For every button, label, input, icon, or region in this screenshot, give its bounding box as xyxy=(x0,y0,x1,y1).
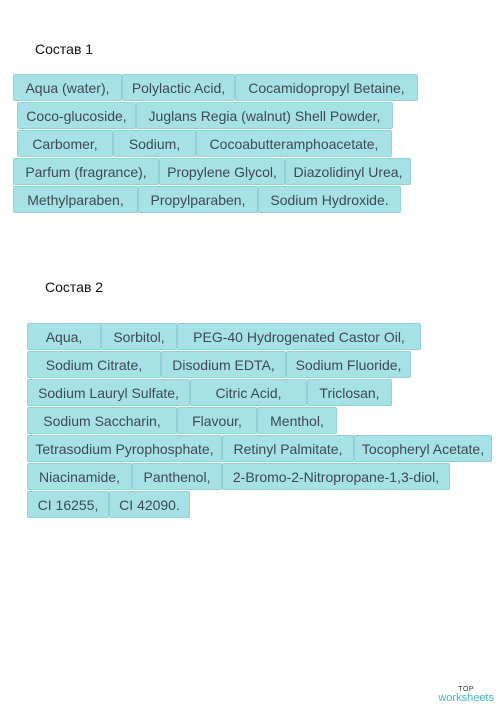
ingredient-tag[interactable]: Diazolidinyl Urea, xyxy=(285,158,411,185)
ingredient-tag[interactable]: Sorbitol, xyxy=(101,323,177,350)
ingredient-tag[interactable]: Menthol, xyxy=(257,407,337,434)
ingredient-tag[interactable]: CI 16255, xyxy=(27,491,109,518)
ingredient-tag[interactable]: Sodium, xyxy=(113,130,196,157)
ingredient-tag[interactable]: CI 42090. xyxy=(109,491,190,518)
ingredient-tag[interactable]: Sodium Hydroxide. xyxy=(258,186,401,213)
ingredient-tag[interactable]: Juglans Regia (walnut) Shell Powder, xyxy=(136,102,393,129)
ingredient-tag[interactable]: Niacinamide, xyxy=(27,463,132,490)
ingredient-tag[interactable]: Sodium Fluoride, xyxy=(286,351,411,378)
section-2-title: Состав 2 xyxy=(45,279,104,295)
ingredient-tag[interactable]: Cocamidopropyl Betaine, xyxy=(235,74,418,101)
ingredient-tag[interactable]: Parfum (fragrance), xyxy=(13,158,159,185)
ingredient-tag[interactable]: Cocoabutteramphoacetate, xyxy=(196,130,392,157)
ingredient-tag[interactable]: Polylactic Acid, xyxy=(122,74,235,101)
ingredient-tag[interactable]: Propylparaben, xyxy=(138,186,258,213)
ingredient-tag[interactable]: Carbomer, xyxy=(17,130,113,157)
ingredient-tag[interactable]: Retinyl Palmitate, xyxy=(222,435,354,462)
ingredient-tag[interactable]: Coco-glucoside, xyxy=(17,102,136,129)
ingredient-tag[interactable]: 2-Bromo-2-Nitropropane-1,3-diol, xyxy=(222,463,450,490)
ingredient-tag[interactable]: Tetrasodium Pyrophosphate, xyxy=(27,435,222,462)
ingredient-tag[interactable]: Aqua, xyxy=(27,323,101,350)
ingredient-tag[interactable]: Sodium Lauryl Sulfate, xyxy=(27,379,190,406)
ingredient-tag[interactable]: Sodium Citrate, xyxy=(27,351,161,378)
brand-logo-name: worksheets xyxy=(438,692,494,704)
ingredient-tag[interactable]: Methylparaben, xyxy=(13,186,138,213)
ingredient-tag[interactable]: PEG-40 Hydrogenated Castor Oil, xyxy=(177,323,421,350)
ingredient-tag[interactable]: Citric Acid, xyxy=(190,379,307,406)
ingredient-tag[interactable]: Disodium EDTA, xyxy=(161,351,286,378)
ingredient-tag[interactable]: Triclosan, xyxy=(307,379,392,406)
ingredient-tag[interactable]: Propylene Glycol, xyxy=(159,158,285,185)
brand-logo xyxy=(438,686,494,704)
ingredient-tag[interactable]: Aqua (water), xyxy=(13,74,122,101)
ingredient-tag[interactable]: Sodium Saccharin, xyxy=(27,407,177,434)
section-1-title: Состав 1 xyxy=(35,41,94,57)
ingredient-tag[interactable]: Panthenol, xyxy=(132,463,222,490)
brand-logo-top: TOP xyxy=(458,686,475,693)
ingredient-tag[interactable]: Flavour, xyxy=(177,407,257,434)
ingredient-tag[interactable]: Tocopheryl Acetate, xyxy=(354,435,492,462)
